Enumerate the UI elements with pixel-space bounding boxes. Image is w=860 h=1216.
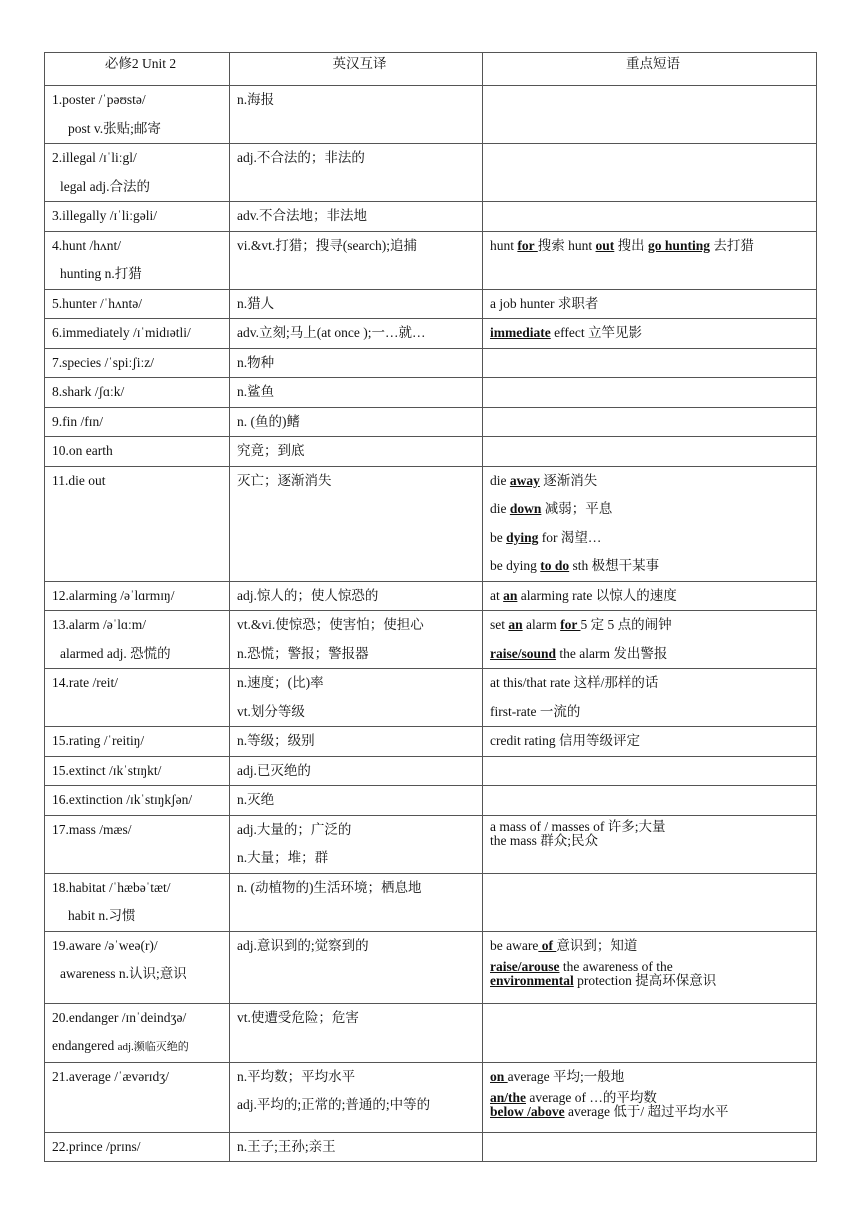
- word: 20.endanger /ɪnˈdeindʒə/: [52, 1009, 187, 1025]
- meaning-cell: n. (鱼的)鳍: [230, 407, 483, 437]
- phrase-cell: [483, 931, 817, 1003]
- meaning-cell: n.物种: [230, 348, 483, 378]
- table-row: [45, 348, 817, 378]
- word-cell: 6.immediately /ɪˈmidɪətli/: [45, 319, 230, 349]
- related-word: awareness n.认识;意识: [60, 966, 187, 981]
- meaning-cell: adj.已灭绝的: [230, 756, 483, 786]
- phrase-cell: [483, 1132, 817, 1162]
- table-row: [45, 378, 817, 408]
- meaning-cell: 究竟；到底: [230, 437, 483, 467]
- related-word: endangered adj.濒临灭绝的: [52, 1038, 189, 1053]
- phrase-cell: [483, 786, 817, 816]
- word-cell: 3.illegally /ɪˈliːgəli/: [45, 202, 230, 232]
- word: 18.habitat /ˈhæbəˈtæt/: [52, 879, 171, 895]
- related-word: post v.张贴;邮寄: [68, 120, 161, 136]
- phrase-cell: a job hunter 求职者: [483, 289, 817, 319]
- table-row: [45, 202, 817, 232]
- meaning-cell: adj.惊人的；使人惊恐的: [230, 581, 483, 611]
- phrase-cell: [483, 1062, 817, 1132]
- phrase-cell: [483, 466, 817, 581]
- phrase-cell: immediate effect 立竿见影: [483, 319, 817, 349]
- phrase-cell: [483, 86, 817, 144]
- phrase: raise/arouse the awareness of the: [490, 959, 673, 974]
- word-cell: 11.die out: [45, 466, 230, 581]
- table-row: [45, 1132, 817, 1162]
- phrase: set an alarm for 5 定 5 点的闹钟: [490, 617, 672, 632]
- phrase-cell: [483, 1003, 817, 1062]
- table-row: [45, 611, 817, 669]
- word-cell: 16.extinction /ɪkˈstɪŋkʃən/: [45, 786, 230, 816]
- phrase-cell: [483, 378, 817, 408]
- word-cell: [45, 231, 230, 289]
- related-word: alarmed adj. 恐慌的: [60, 645, 171, 661]
- word-cell: 17.mass /mæs/: [45, 815, 230, 873]
- word-cell: 15.rating /ˈreitiŋ/: [45, 727, 230, 757]
- table-row: [45, 669, 817, 727]
- related-word: legal adj.合法的: [60, 178, 150, 194]
- phrase-cell: [483, 407, 817, 437]
- table-row: [45, 873, 817, 931]
- table-row: [45, 289, 817, 319]
- word-cell: [45, 86, 230, 144]
- meaning-cell: vt.使遭受危险；危害: [230, 1003, 483, 1062]
- word: 4.hunt /hʌnt/: [52, 237, 122, 253]
- phrase: be dying to do sth 极想干某事: [490, 558, 660, 573]
- table-row: [45, 756, 817, 786]
- meaning-cell: 灭亡；逐渐消失: [230, 466, 483, 581]
- meaning-cell: n.平均数；平均水平 adj.平均的;正常的;普通的;中等的: [230, 1062, 483, 1132]
- table-row: [45, 581, 817, 611]
- word-cell: [45, 931, 230, 1003]
- phrase: on average 平均;一般地: [490, 1068, 625, 1084]
- phrase-cell: [483, 873, 817, 931]
- phrase-cell: at this/that rate 这样/那样的话 first-rate 一流的: [483, 669, 817, 727]
- phrase-cell: [483, 756, 817, 786]
- table-row: [45, 1062, 817, 1132]
- phrase: below /above average 低于/ 超过平均水平: [490, 1104, 729, 1119]
- phrase-cell: [483, 437, 817, 467]
- word: 1.poster /ˈpəʊstə/: [52, 92, 146, 107]
- header-translation: 英汉互译: [230, 53, 483, 86]
- meaning-cell: adj.意识到的;觉察到的: [230, 931, 483, 1003]
- meaning-cell: n.鲨鱼: [230, 378, 483, 408]
- table-row: [45, 407, 817, 437]
- word-cell: 7.species /ˈspiːʃiːz/: [45, 348, 230, 378]
- meaning-cell: n. (动植物的)生活环境；栖息地: [230, 873, 483, 931]
- word-cell: 8.shark /ʃɑːk/: [45, 378, 230, 408]
- table-row: [45, 319, 817, 349]
- phrase: die down 减弱；平息: [490, 501, 613, 516]
- meaning-cell: n.灭绝: [230, 786, 483, 816]
- table-row: [45, 727, 817, 757]
- meaning-cell: adv.不合法地；非法地: [230, 202, 483, 232]
- meaning-cell: adj.大量的；广泛的 n.大量；堆；群: [230, 815, 483, 873]
- table-row: [45, 786, 817, 816]
- phrase-cell: a mass of / masses of 许多;大量 the mass 群众;民众: [483, 815, 817, 873]
- table-row: [45, 466, 817, 581]
- meaning-cell: n.王子;王孙;亲王: [230, 1132, 483, 1162]
- table-row: [45, 931, 817, 1003]
- word-cell: 22.prince /prɪns/: [45, 1132, 230, 1162]
- word-cell: [45, 144, 230, 202]
- meaning-cell: adv.立刻;马上(at once );一…就…: [230, 319, 483, 349]
- word-cell: 9.fin /fɪn/: [45, 407, 230, 437]
- related-word: hunting n.打猎: [60, 266, 142, 281]
- phrase-cell: [483, 202, 817, 232]
- phrase: environmental protection 提高环保意识: [490, 973, 717, 988]
- word-cell: [45, 1003, 230, 1062]
- table-row: [45, 815, 817, 873]
- phrase: an/the average of …的平均数: [490, 1090, 657, 1105]
- header-word: 必修2 Unit 2: [45, 53, 230, 86]
- meaning-cell: vt.&vi.使惊恐；使害怕；使担心 n.恐慌；警报；警报器: [230, 611, 483, 669]
- phrase-cell: [483, 348, 817, 378]
- meaning-cell: n.海报: [230, 86, 483, 144]
- table-row: [45, 231, 817, 289]
- table-row: [45, 144, 817, 202]
- word-cell: 5.hunter /ˈhʌntə/: [45, 289, 230, 319]
- phrase: die away 逐渐消失: [490, 472, 598, 488]
- word-cell: 10.on earth: [45, 437, 230, 467]
- phrase: raise/sound the alarm 发出警报: [490, 645, 668, 661]
- phrase: be aware of 意识到；知道: [490, 937, 638, 953]
- table-row: [45, 1003, 817, 1062]
- word: 13.alarm /əˈlɑːm/: [52, 617, 147, 632]
- related-word: habit n.习惯: [68, 908, 136, 923]
- phrase-cell: at an alarming rate 以惊人的速度: [483, 581, 817, 611]
- phrase: be dying for 渴望…: [490, 529, 602, 545]
- meaning-cell: vi.&vt.打猎；搜寻(search);追捕: [230, 231, 483, 289]
- phrase-cell: [483, 144, 817, 202]
- word: 2.illegal /ɪˈliːgl/: [52, 150, 137, 165]
- phrase-cell: credit rating 信用等级评定: [483, 727, 817, 757]
- header-row: [45, 53, 817, 86]
- phrase-cell: hunt for 搜索 hunt out 搜出 go hunting 去打猎: [483, 231, 817, 289]
- word-cell: 12.alarming /əˈlɑrmɪŋ/: [45, 581, 230, 611]
- table-row: [45, 86, 817, 144]
- meaning-cell: n.速度；(比)率 vt.划分等级: [230, 669, 483, 727]
- word-cell: 14.rate /reit/: [45, 669, 230, 727]
- meaning-cell: n.等级；级别: [230, 727, 483, 757]
- meaning-cell: adj.不合法的；非法的: [230, 144, 483, 202]
- header-phrases: 重点短语: [483, 53, 817, 86]
- word-cell: 15.extinct /ɪkˈstɪŋkt/: [45, 756, 230, 786]
- vocabulary-table: [44, 52, 817, 1162]
- word-cell: [45, 873, 230, 931]
- word-cell: 21.average /ˈævərɪdʒ/: [45, 1062, 230, 1132]
- word: 19.aware /əˈweə(r)/: [52, 937, 158, 953]
- phrase-cell: [483, 611, 817, 669]
- table-row: [45, 437, 817, 467]
- meaning-cell: n.猎人: [230, 289, 483, 319]
- word-cell: [45, 611, 230, 669]
